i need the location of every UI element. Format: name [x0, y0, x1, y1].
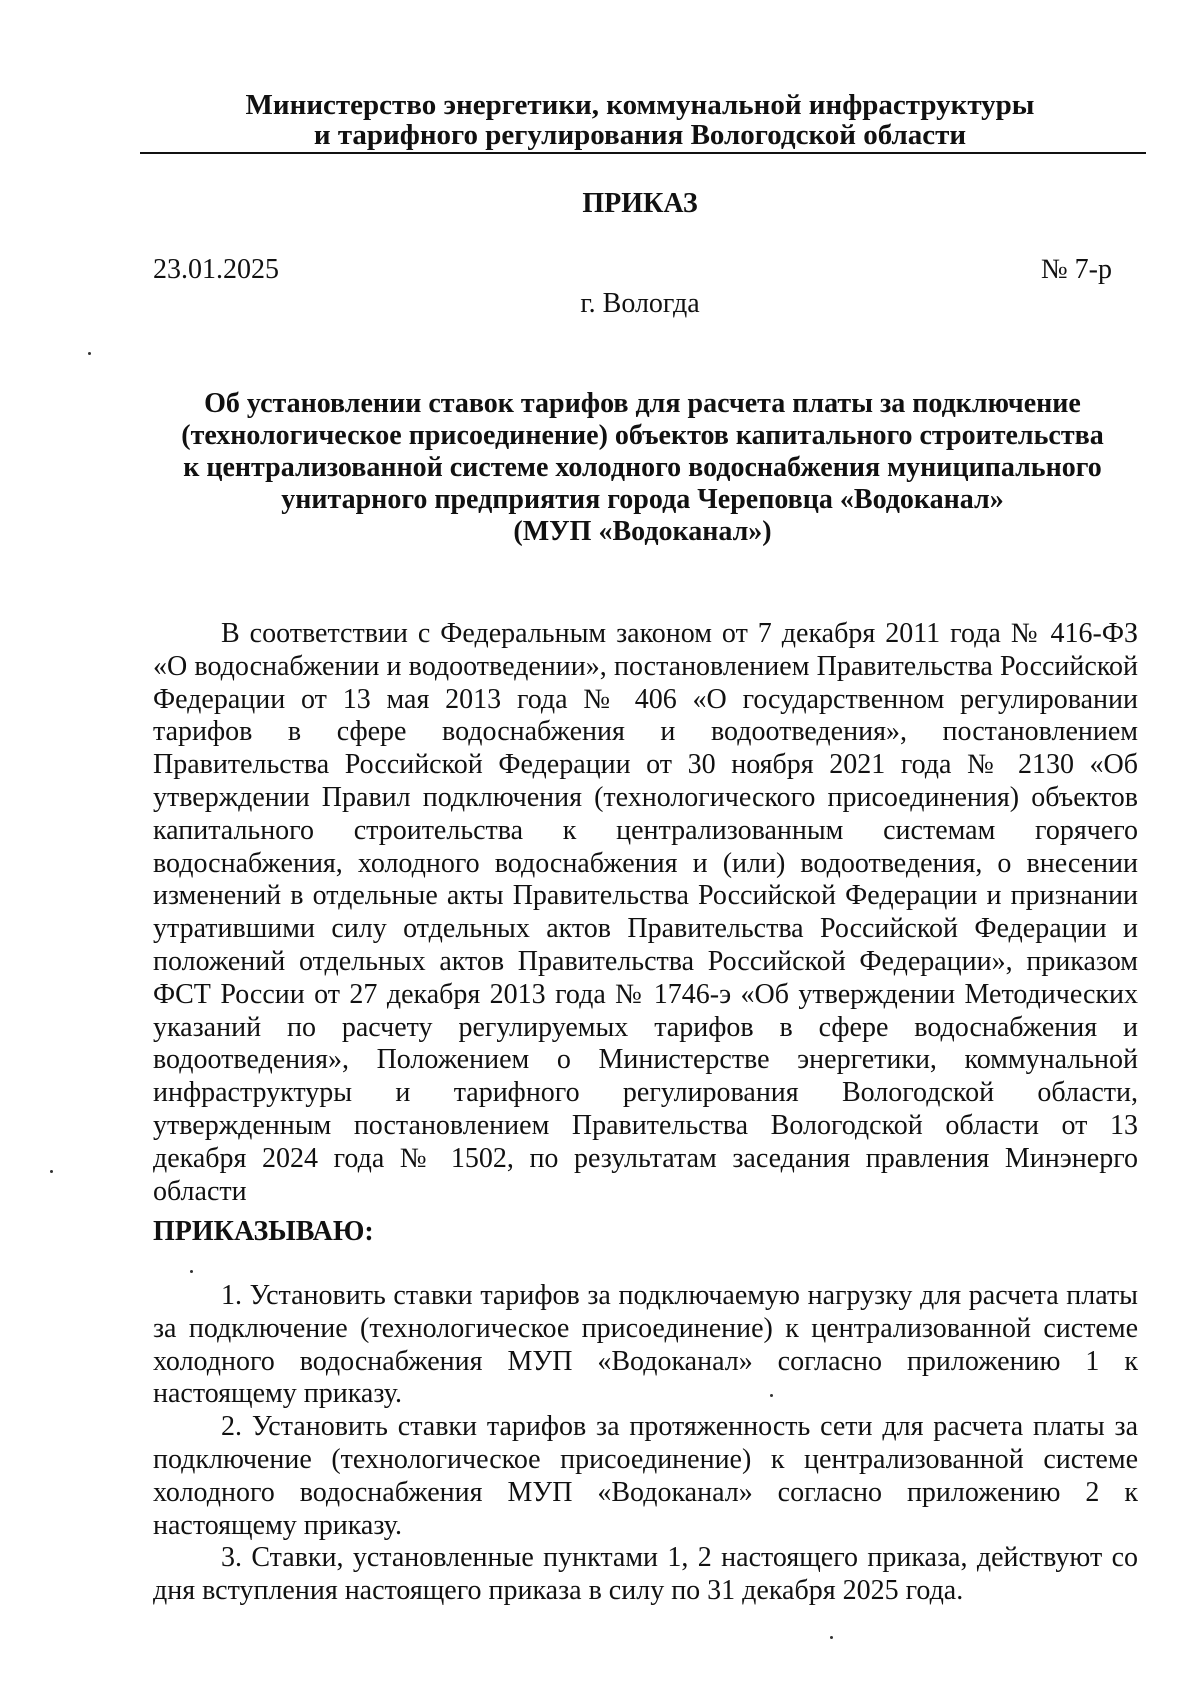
- title-line: (МУП «Водоканал»): [513, 516, 772, 547]
- scan-speck: [770, 1394, 773, 1397]
- title-line: (технологическое присоединение) объектов капитального строительства: [181, 420, 1104, 451]
- scan-speck: [50, 1170, 53, 1173]
- order-items: [153, 1280, 1138, 1608]
- command-heading: ПРИКАЗЫВАЮ:: [153, 1216, 374, 1247]
- document-title: [140, 388, 1145, 548]
- scan-speck: [830, 1636, 833, 1639]
- scan-speck: [88, 352, 91, 355]
- order-item-3: 3. Ставки, установленные пунктами 1, 2 настоящего приказа, действуют со дня вступления настоящего приказа в силу по 31 декабря 2025 года.: [153, 1542, 1138, 1607]
- preamble-text: В соответствии с Федеральным законом от 7 декабря 2011 года № 416-ФЗ «О водоснабжении и водоотведении», постановлением Правительства Российской Федерации от 13 мая 2013 года № 406 «О государственном регулировании тарифов в сфере водоснабжения и водоотведения», постановлением Правительства Российской Федерации от 30 ноября 2021 года № 2130 «Об утверждении Правил подключения (технологического присоединения) объектов капитального строительства к централизованным системам горячего водоснабжения, холодного водоснабжения и (или) водоотведения, о внесении изменений в отдельные акты Правительства Российской Федерации и признании утратившими силу отдельных актов Правительства Российской Федерации и положений отдельных актов Правительства Российской Федерации», приказом ФСТ России от 27 декабря 2013 года № 1746-э «Об утверждении Методических указаний по расчету регулируемых тарифов в сфере водоснабжения и водоотведения», Положением о Министерстве энергетики, коммунальной инфраструктуры и тарифного регулирования Вологодской области, утвержденным постановлением Правительства Вологодской области от 13 декабря 2024 года № 1502, по результатам заседания правления Минэнерго области: [153, 618, 1138, 1207]
- order-item-1: 1. Установить ставки тарифов за подключаемую нагрузку для расчета платы за подключение (технологическое присоединение) к централизованной системе холодного водоснабжения МУП «Водоканал» согласно приложению 1 к настоящему приказу.: [153, 1280, 1138, 1410]
- title-line: Об установлении ставок тарифов для расчета платы за подключение: [204, 388, 1081, 419]
- order-number: № 7-р: [1040, 254, 1112, 285]
- title-line: к централизованной системе холодного водоснабжения муниципального: [183, 452, 1102, 483]
- title-line: унитарного предприятия города Череповца «Водоканал»: [281, 484, 1004, 515]
- preamble-paragraph: [153, 618, 1138, 1208]
- ministry-name-line2: и тарифного регулирования Вологодской области: [313, 119, 967, 151]
- order-date: 23.01.2025: [153, 254, 279, 285]
- order-item-2: 2. Установить ставки тарифов за протяженность сети для расчета платы за подключение (технологическое присоединение) к централизованной системе холодного водоснабжения МУП «Водоканал» согласно приложению 2 к настоящему приказу.: [153, 1411, 1138, 1541]
- order-city: г. Вологда: [580, 288, 700, 319]
- header-divider: [140, 152, 1146, 154]
- document-type: ПРИКАЗ: [582, 188, 698, 219]
- ministry-name-line1: Министерство энергетики, коммунальной инфраструктуры: [245, 89, 1035, 121]
- scan-speck: [190, 1270, 193, 1273]
